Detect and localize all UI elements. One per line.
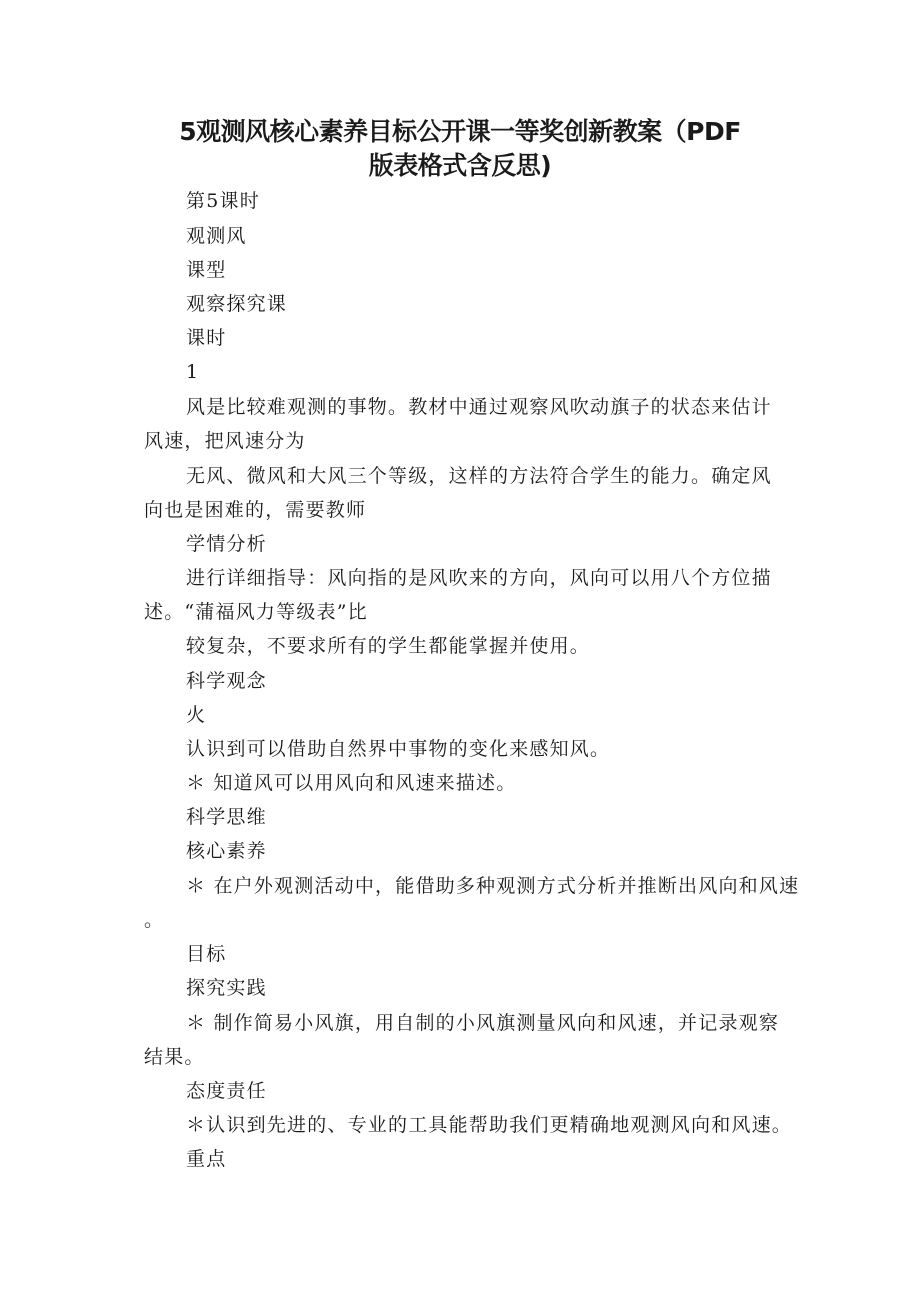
bullet-line: ＊ 制作简易小风旗，用自制的小风旗测量风向和风速，并记录观察 (186, 1012, 780, 1034)
class-hours-value: 1 (186, 361, 200, 383)
section-label-science-thinking: 科学思维 (186, 806, 267, 828)
stray-character: 火 (186, 704, 207, 726)
lesson-name: 观测风 (186, 225, 247, 247)
section-label-goals: 目标 (186, 943, 227, 965)
document-title-line-2: 版表格式含反思) (368, 151, 552, 180)
paragraph-line: 进行详细指导：风向指的是风吹来的方向，风向可以用八个方位描 (186, 567, 772, 589)
bullet-line: ＊ 知道风可以用风向和风速来描述。 (186, 772, 517, 794)
document-title-line-1: 5观测风核心素养目标公开课一等奖创新教案（PDF (179, 117, 741, 146)
bullet-line: ＊ 在户外观测活动中，能借助多种观测方式分析并推断出风向和风速 (186, 875, 800, 897)
section-label-attitude: 态度责任 (186, 1080, 267, 1102)
section-label-student-analysis: 学情分析 (186, 533, 267, 555)
section-label-key-points: 重点 (186, 1148, 227, 1170)
section-label-science-concept: 科学观念 (186, 670, 267, 692)
lesson-type-value: 观察探究课 (186, 293, 288, 315)
paragraph-line: 风是比较难观测的事物。教材中通过观察风吹动旗子的状态来估计 (186, 396, 772, 418)
class-hours-label: 课时 (186, 327, 227, 349)
paragraph-line: 。 (144, 909, 165, 931)
lesson-number: 第5课时 (186, 190, 260, 212)
paragraph-line: 结果。 (144, 1046, 205, 1068)
section-label-inquiry-practice: 探究实践 (186, 977, 267, 999)
paragraph-line: 向也是困难的，需要教师 (144, 499, 367, 521)
paragraph-line: 无风、微风和大风三个等级，这样的方法符合学生的能力。确定风 (186, 465, 772, 487)
paragraph-line: 述。“蒲福风力等级表”比 (144, 601, 368, 623)
lesson-type-label: 课型 (186, 259, 227, 281)
paragraph-line: 较复杂，不要求所有的学生都能掌握并使用。 (186, 635, 591, 657)
section-label-core-literacy: 核心素养 (186, 840, 267, 862)
paragraph-line: 风速，把风速分为 (144, 430, 306, 452)
paragraph-line: 认识到可以借助自然界中事物的变化来感知风。 (186, 738, 611, 760)
bullet-line: ＊认识到先进的、专业的工具能帮助我们更精确地观测风向和风速。 (186, 1114, 793, 1136)
